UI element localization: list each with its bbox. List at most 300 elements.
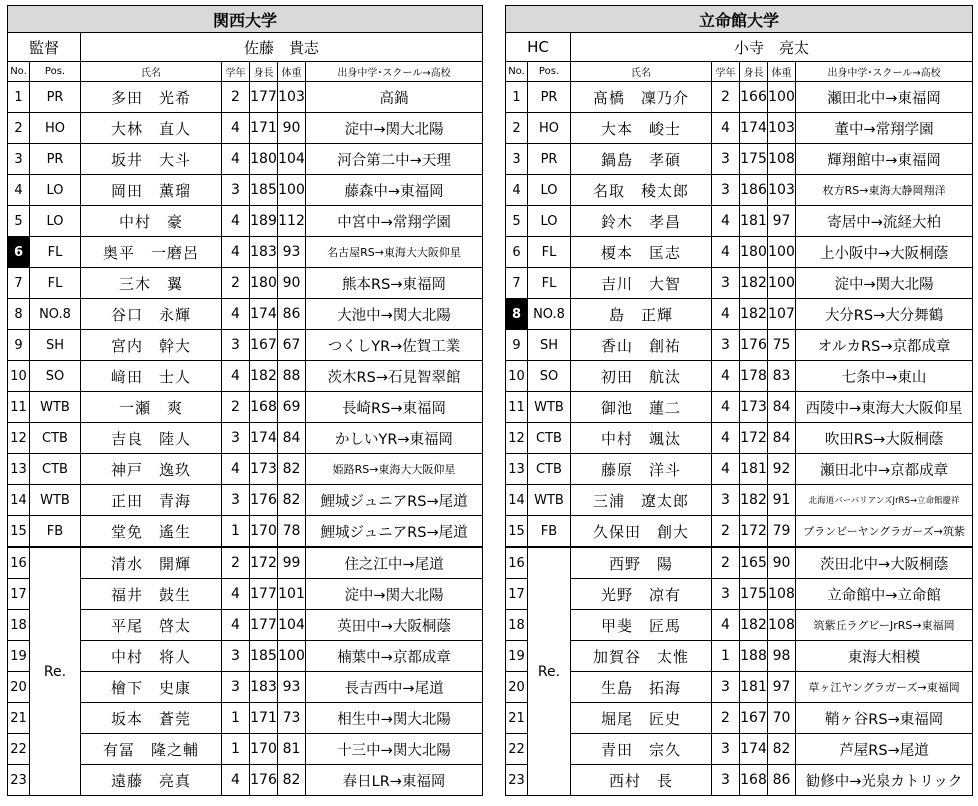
player-name: 大林 直人 (81, 113, 222, 144)
player-height: 174 (250, 423, 278, 454)
player-year: 3 (712, 734, 740, 765)
player-weight: 84 (278, 423, 306, 454)
player-weight: 100 (768, 268, 796, 299)
player-height: 189 (250, 206, 278, 237)
player-number: 3 (8, 144, 30, 175)
player-name: 久保田 創大 (571, 516, 712, 548)
player-height: 174 (250, 299, 278, 330)
ritsumeikan-roster-table (505, 5, 973, 796)
player-height: 186 (740, 175, 768, 206)
player-weight: 99 (278, 547, 306, 579)
player-number: 6 (8, 237, 30, 268)
player-weight: 98 (768, 641, 796, 672)
player-row (506, 206, 973, 237)
player-year: 4 (222, 144, 250, 175)
player-number: 8 (506, 299, 528, 330)
player-height: 171 (250, 703, 278, 734)
player-name: 神戸 逸玖 (81, 454, 222, 485)
player-height: 176 (250, 485, 278, 516)
player-school: 北海道バーバリアンズJrRS→立命館慶祥 (796, 485, 973, 516)
player-number: 13 (506, 454, 528, 485)
player-row (8, 547, 483, 579)
player-height: 166 (740, 82, 768, 113)
player-height: 172 (740, 423, 768, 454)
player-row (8, 237, 483, 268)
player-position: FB (30, 516, 81, 548)
player-number: 16 (8, 547, 30, 579)
player-school: つくしYR→佐賀工業 (306, 330, 483, 361)
player-year: 3 (712, 330, 740, 361)
player-school: 十三中→関大北陽 (306, 734, 483, 765)
player-weight: 104 (278, 144, 306, 175)
player-name: 香山 創祐 (571, 330, 712, 361)
player-year: 4 (222, 765, 250, 796)
player-name: 三浦 遼太郎 (571, 485, 712, 516)
player-weight: 103 (768, 113, 796, 144)
player-weight: 86 (768, 765, 796, 796)
header-weight: 体重 (768, 62, 796, 82)
player-position: FL (30, 237, 81, 268)
player-weight: 103 (278, 82, 306, 113)
player-row (506, 330, 973, 361)
player-number: 14 (8, 485, 30, 516)
player-school: 芦屋RS→尾道 (796, 734, 973, 765)
player-height: 182 (740, 610, 768, 641)
reserve-label: Re. (528, 547, 571, 796)
player-height: 165 (740, 547, 768, 579)
player-weight: 82 (768, 734, 796, 765)
player-school: 住之江中→尾道 (306, 547, 483, 579)
player-row (8, 423, 483, 454)
player-height: 178 (740, 361, 768, 392)
player-weight: 67 (278, 330, 306, 361)
player-height: 173 (250, 454, 278, 485)
player-number: 20 (8, 672, 30, 703)
player-school: 春日LR→東福岡 (306, 765, 483, 796)
player-number: 2 (506, 113, 528, 144)
player-school: 瀬田北中→東福岡 (796, 82, 973, 113)
header-name: 氏名 (81, 62, 222, 82)
player-weight: 100 (768, 82, 796, 113)
player-height: 176 (740, 330, 768, 361)
player-year: 4 (222, 113, 250, 144)
player-row (8, 299, 483, 330)
player-number: 9 (8, 330, 30, 361)
player-school: 河合第二中→天理 (306, 144, 483, 175)
player-name: 谷口 永輝 (81, 299, 222, 330)
player-school: 勧修中→光泉カトリック (796, 765, 973, 796)
player-position: PR (528, 144, 571, 175)
player-weight: 93 (278, 672, 306, 703)
player-school: 高鍋 (306, 82, 483, 113)
player-weight: 82 (278, 454, 306, 485)
player-year: 2 (222, 547, 250, 579)
player-position: FL (528, 237, 571, 268)
player-weight: 90 (278, 113, 306, 144)
player-height: 182 (740, 268, 768, 299)
player-weight: 82 (278, 485, 306, 516)
player-row (8, 206, 483, 237)
player-row (8, 268, 483, 299)
player-name: 中村 豪 (81, 206, 222, 237)
player-school: 大分RS→大分舞鶴 (796, 299, 973, 330)
player-name: 大本 峻士 (571, 113, 712, 144)
player-name: 加賀谷 太惟 (571, 641, 712, 672)
player-row (506, 361, 973, 392)
player-year: 3 (712, 144, 740, 175)
player-name: 鍋島 孝碩 (571, 144, 712, 175)
player-number: 15 (506, 516, 528, 548)
player-row (506, 641, 973, 672)
player-name: 島 正輝 (571, 299, 712, 330)
player-name: 檜下 史康 (81, 672, 222, 703)
player-number: 17 (506, 579, 528, 610)
player-weight: 108 (768, 144, 796, 175)
player-number: 7 (8, 268, 30, 299)
player-weight: 84 (768, 423, 796, 454)
player-school: 淀中→関大北陽 (796, 268, 973, 299)
player-position: SO (528, 361, 571, 392)
player-year: 4 (222, 610, 250, 641)
player-number: 12 (506, 423, 528, 454)
player-number: 11 (8, 392, 30, 423)
player-year: 3 (222, 485, 250, 516)
player-school: 茨田北中→大阪桐蔭 (796, 547, 973, 579)
player-number: 2 (8, 113, 30, 144)
player-name: 平尾 啓太 (81, 610, 222, 641)
player-height: 167 (250, 330, 278, 361)
player-name: 﨑田 士人 (81, 361, 222, 392)
player-weight: 93 (278, 237, 306, 268)
player-year: 4 (712, 610, 740, 641)
player-year: 4 (712, 206, 740, 237)
player-school: 枚方RS→東海大静岡翔洋 (796, 175, 973, 206)
player-year: 3 (712, 579, 740, 610)
player-name: 福井 鼓生 (81, 579, 222, 610)
player-school: 上小阪中→大阪桐蔭 (796, 237, 973, 268)
player-row (8, 82, 483, 113)
player-name: 青田 宗久 (571, 734, 712, 765)
header-name: 氏名 (571, 62, 712, 82)
player-height: 174 (740, 113, 768, 144)
team-title: 関西大学 (8, 6, 483, 33)
player-position: CTB (30, 454, 81, 485)
player-height: 168 (250, 392, 278, 423)
player-position: PR (528, 82, 571, 113)
player-school: 瀬田北中→京都成章 (796, 454, 973, 485)
player-height: 183 (250, 672, 278, 703)
player-weight: 73 (278, 703, 306, 734)
player-year: 4 (222, 206, 250, 237)
player-year: 4 (712, 361, 740, 392)
player-weight: 91 (768, 485, 796, 516)
player-height: 168 (740, 765, 768, 796)
player-school: 立命館中→立命館 (796, 579, 973, 610)
player-row (506, 547, 973, 579)
player-weight: 100 (278, 175, 306, 206)
player-school: 姫路RS→東海大大阪仰星 (306, 454, 483, 485)
player-row (8, 330, 483, 361)
player-row (506, 113, 973, 144)
player-weight: 75 (768, 330, 796, 361)
player-position: WTB (528, 392, 571, 423)
player-weight: 84 (768, 392, 796, 423)
player-row (506, 485, 973, 516)
player-row (506, 82, 973, 113)
player-height: 180 (740, 237, 768, 268)
player-position: HO (30, 113, 81, 144)
player-name: 吉良 陸人 (81, 423, 222, 454)
player-height: 173 (740, 392, 768, 423)
player-position: WTB (528, 485, 571, 516)
player-school: 淀中→関大北陽 (306, 113, 483, 144)
player-year: 4 (712, 454, 740, 485)
player-row (506, 579, 973, 610)
player-row (8, 392, 483, 423)
player-weight: 100 (768, 237, 796, 268)
player-name: 甲斐 匠馬 (571, 610, 712, 641)
header-height: 身長 (250, 62, 278, 82)
player-weight: 83 (768, 361, 796, 392)
player-position: FB (528, 516, 571, 548)
player-position: LO (30, 206, 81, 237)
player-row (506, 610, 973, 641)
player-name: 堂免 遙生 (81, 516, 222, 548)
player-height: 171 (250, 113, 278, 144)
player-school: 長崎RS→東福岡 (306, 392, 483, 423)
player-year: 4 (712, 392, 740, 423)
player-name: 西村 長 (571, 765, 712, 796)
header-height: 身長 (740, 62, 768, 82)
player-weight: 69 (278, 392, 306, 423)
player-school: 鞘ヶ谷RS→東福岡 (796, 703, 973, 734)
player-number: 7 (506, 268, 528, 299)
player-year: 1 (712, 641, 740, 672)
player-height: 183 (250, 237, 278, 268)
player-name: 多田 光希 (81, 82, 222, 113)
player-row (506, 703, 973, 734)
player-weight: 100 (278, 641, 306, 672)
player-year: 2 (712, 516, 740, 548)
player-weight: 97 (768, 672, 796, 703)
player-weight: 108 (768, 610, 796, 641)
player-number: 4 (8, 175, 30, 206)
player-number: 22 (8, 734, 30, 765)
player-row (506, 765, 973, 796)
player-height: 188 (740, 641, 768, 672)
player-name: 清水 開輝 (81, 547, 222, 579)
player-position: CTB (528, 454, 571, 485)
player-number: 23 (8, 765, 30, 796)
header-pos: Pos. (30, 62, 81, 82)
player-row (8, 144, 483, 175)
player-name: 初田 航汰 (571, 361, 712, 392)
player-weight: 88 (278, 361, 306, 392)
player-name: 生島 拓海 (571, 672, 712, 703)
player-number: 5 (8, 206, 30, 237)
player-height: 177 (250, 82, 278, 113)
player-row (8, 454, 483, 485)
player-number: 21 (506, 703, 528, 734)
player-number: 13 (8, 454, 30, 485)
player-number: 18 (506, 610, 528, 641)
player-row (8, 113, 483, 144)
player-school: 輝翔館中→東福岡 (796, 144, 973, 175)
player-name: 鈴木 孝昌 (571, 206, 712, 237)
player-row (506, 175, 973, 206)
player-number: 23 (506, 765, 528, 796)
player-height: 170 (250, 734, 278, 765)
player-name: 遠藤 亮真 (81, 765, 222, 796)
header-year: 学年 (222, 62, 250, 82)
player-school: 大池中→関大北陽 (306, 299, 483, 330)
player-weight: 81 (278, 734, 306, 765)
player-number: 9 (506, 330, 528, 361)
player-height: 185 (250, 641, 278, 672)
player-year: 3 (222, 330, 250, 361)
player-number: 18 (8, 610, 30, 641)
player-number: 14 (506, 485, 528, 516)
player-year: 1 (222, 734, 250, 765)
player-number: 3 (506, 144, 528, 175)
player-position: CTB (528, 423, 571, 454)
player-weight: 92 (768, 454, 796, 485)
player-weight: 112 (278, 206, 306, 237)
player-school: 寄居中→流経大柏 (796, 206, 973, 237)
player-year: 2 (222, 268, 250, 299)
player-name: 一瀬 爽 (81, 392, 222, 423)
header-school: 出身中学･スクール→高校 (796, 62, 973, 82)
player-height: 175 (740, 144, 768, 175)
player-year: 1 (222, 516, 250, 548)
player-name: 有冨 隆之輔 (81, 734, 222, 765)
player-weight: 97 (768, 206, 796, 237)
player-position: WTB (30, 392, 81, 423)
player-row (506, 423, 973, 454)
player-weight: 104 (278, 610, 306, 641)
player-number: 1 (8, 82, 30, 113)
player-school: 鯉城ジュニアRS→尾道 (306, 516, 483, 548)
player-height: 172 (740, 516, 768, 548)
player-position: NO.8 (30, 299, 81, 330)
player-number: 6 (506, 237, 528, 268)
player-row (8, 485, 483, 516)
player-position: HO (528, 113, 571, 144)
player-school: 長吉西中→尾道 (306, 672, 483, 703)
player-year: 4 (712, 423, 740, 454)
player-height: 182 (740, 299, 768, 330)
coach-name: 小寺 亮太 (571, 33, 973, 62)
player-school: 英田中→大阪桐蔭 (306, 610, 483, 641)
player-name: 正田 青海 (81, 485, 222, 516)
player-year: 2 (222, 82, 250, 113)
player-position: PR (30, 144, 81, 175)
player-year: 2 (222, 392, 250, 423)
coach-label: 監督 (8, 33, 81, 62)
player-year: 2 (712, 547, 740, 579)
player-year: 2 (712, 82, 740, 113)
player-row (8, 516, 483, 548)
player-name: 御池 蓮二 (571, 392, 712, 423)
player-height: 175 (740, 579, 768, 610)
player-name: 西野 陽 (571, 547, 712, 579)
player-position: LO (30, 175, 81, 206)
player-name: 光野 凉有 (571, 579, 712, 610)
player-school: 淀中→関大北陽 (306, 579, 483, 610)
player-name: 髙橋 凜乃介 (571, 82, 712, 113)
player-position: PR (30, 82, 81, 113)
player-year: 2 (712, 703, 740, 734)
player-name: 三木 翼 (81, 268, 222, 299)
reserve-label: Re. (30, 547, 81, 796)
player-height: 174 (740, 734, 768, 765)
player-position: CTB (30, 423, 81, 454)
player-number: 20 (506, 672, 528, 703)
player-school: 名古屋RS→東海大大阪仰星 (306, 237, 483, 268)
player-position: WTB (30, 485, 81, 516)
player-name: 坂本 蒼莞 (81, 703, 222, 734)
player-weight: 78 (278, 516, 306, 548)
player-weight: 82 (278, 765, 306, 796)
player-number: 15 (8, 516, 30, 548)
player-name: 吉川 大智 (571, 268, 712, 299)
player-school: 草ヶ江ヤングラガーズ→東福岡 (796, 672, 973, 703)
player-year: 3 (222, 672, 250, 703)
player-year: 4 (222, 579, 250, 610)
player-year: 4 (712, 299, 740, 330)
player-name: 榎本 匡志 (571, 237, 712, 268)
player-row (506, 734, 973, 765)
player-position: LO (528, 175, 571, 206)
player-name: 坂井 大斗 (81, 144, 222, 175)
player-school: ブランビーヤングラガーズ→筑紫 (796, 516, 973, 548)
player-row (506, 516, 973, 548)
player-position: FL (528, 268, 571, 299)
player-school: 東海大相模 (796, 641, 973, 672)
player-row (506, 392, 973, 423)
player-name: 奥平 一磨呂 (81, 237, 222, 268)
player-year: 3 (222, 641, 250, 672)
player-number: 21 (8, 703, 30, 734)
player-year: 4 (222, 299, 250, 330)
player-number: 10 (506, 361, 528, 392)
coach-name: 佐藤 貴志 (81, 33, 483, 62)
header-pos: Pos. (528, 62, 571, 82)
header-no: No. (8, 62, 30, 82)
player-year: 3 (712, 268, 740, 299)
header-weight: 体重 (278, 62, 306, 82)
player-position: FL (30, 268, 81, 299)
player-year: 3 (222, 175, 250, 206)
player-year: 4 (222, 361, 250, 392)
player-position: NO.8 (528, 299, 571, 330)
player-row (506, 299, 973, 330)
player-number: 16 (506, 547, 528, 579)
player-weight: 90 (768, 547, 796, 579)
player-school: 熊本RS→東福岡 (306, 268, 483, 299)
player-school: 中宮中→常翔学園 (306, 206, 483, 237)
player-height: 177 (250, 579, 278, 610)
player-row (506, 268, 973, 299)
player-number: 1 (506, 82, 528, 113)
player-school: 吹田RS→大阪桐蔭 (796, 423, 973, 454)
header-no: No. (506, 62, 528, 82)
player-height: 181 (740, 672, 768, 703)
player-weight: 70 (768, 703, 796, 734)
player-height: 182 (250, 361, 278, 392)
player-height: 181 (740, 454, 768, 485)
player-school: 董中→常翔学園 (796, 113, 973, 144)
